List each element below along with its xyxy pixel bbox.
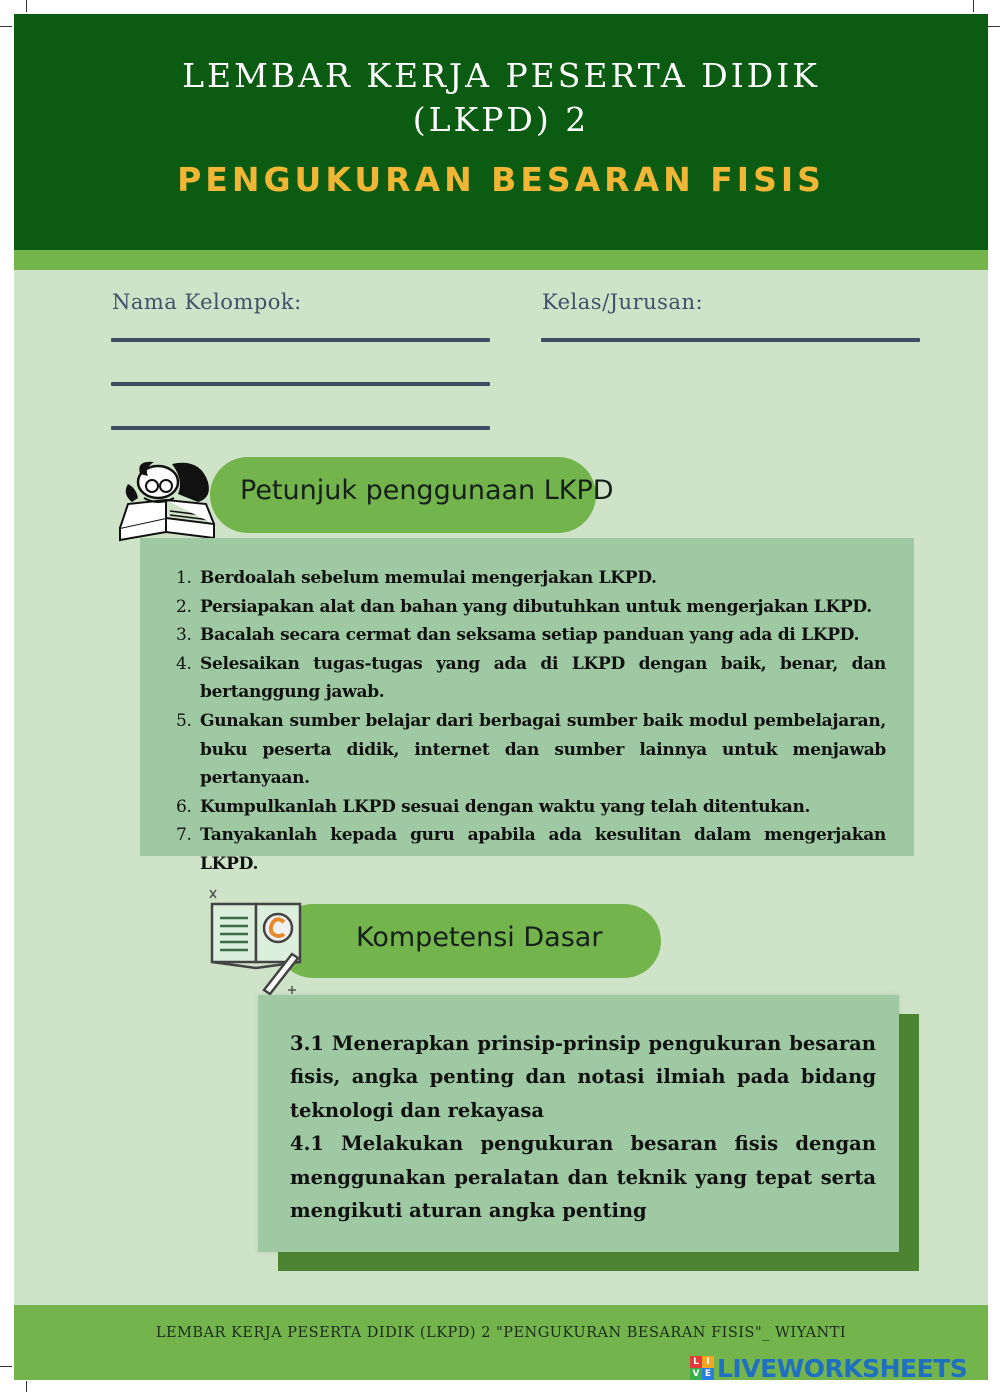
header-accent-strip — [14, 250, 988, 270]
list-item: 2. Persiapakan alat dan bahan yang dibutuhkan untuk mengerjakan LKPD. — [176, 596, 872, 617]
crop-mark — [988, 26, 1000, 27]
list-item: 1. Berdoalah sebelum memulai mengerjakan LKPD. — [176, 568, 657, 588]
group-name-line-3[interactable] — [111, 426, 490, 430]
competency-heading: Kompetensi Dasar — [356, 922, 603, 953]
instructions-heading: Petunjuk penggunaan LKPD — [240, 475, 614, 506]
liveworksheets-logo — [690, 1354, 967, 1382]
logo-badge-letter: E — [702, 1368, 714, 1380]
competency-text — [290, 1027, 876, 1227]
kd-3-1: 3.1 Menerapkan prinsip-prinsip pengukuran besaran fisis, angka penting dan notasi ilmiah pada bidang teknologi dan rekayasa — [290, 1032, 876, 1122]
group-name-line-2[interactable] — [111, 382, 490, 386]
worksheet-page — [14, 14, 988, 1380]
crop-mark — [26, 1381, 27, 1392]
header-banner — [14, 14, 988, 250]
reading-person-icon — [114, 454, 224, 542]
list-item: 6. Kumpulkanlah LKPD sesuai dengan waktu yang telah ditentukan. — [176, 796, 811, 817]
book-icon — [208, 888, 308, 996]
kd-4-1: 4.1 Melakukan pengukuran besaran fisis dengan menggunakan peralatan dan teknik yang tepat serta mengikuti aturan angka penting — [290, 1132, 876, 1223]
logo-badge — [690, 1356, 714, 1380]
crop-mark — [973, 0, 974, 12]
logo-wordmark: LIVEWORKSHEETS — [717, 1353, 968, 1383]
class-line[interactable] — [541, 338, 920, 342]
crop-mark — [0, 26, 12, 27]
title-line-1: LEMBAR KERJA PESERTA DIDIK — [182, 56, 820, 95]
logo-badge-letter: L — [690, 1356, 702, 1368]
list-item: 5. Gunakan sumber belajar dari berbagai sumber baik modul pembelajaran, buku peserta didik, internet dan sumber lainnya untuk menjawab pertanyaan. — [176, 710, 886, 789]
group-name-label: Nama Kelompok: — [112, 290, 302, 314]
footer-text: LEMBAR KERJA PESERTA DIDIK (LKPD) 2 "PENGUKURAN BESARAN FISIS"_ WIYANTI — [155, 1325, 847, 1341]
list-item: 7. Tanyakanlah kepada guru apabila ada kesulitan dalam mengerjakan LKPD. — [176, 825, 886, 874]
instructions-list — [164, 564, 886, 879]
subtitle: PENGUKURAN BESARAN FISIS — [177, 160, 825, 199]
list-item: 4. Selesaikan tugas-tugas yang ada di LKPD dengan baik, benar, dan bertanggung jawab. — [176, 653, 886, 703]
class-label: Kelas/Jurusan: — [542, 290, 704, 314]
crop-mark — [26, 0, 27, 12]
crop-mark — [0, 1366, 12, 1367]
list-item: 3. Bacalah secara cermat dan seksama setiap panduan yang ada di LKPD. — [176, 625, 860, 646]
group-name-line-1[interactable] — [111, 338, 490, 342]
title-line-2: (LKPD) 2 — [412, 100, 590, 139]
logo-badge-letter: V — [690, 1368, 702, 1380]
logo-badge-letter: I — [702, 1356, 714, 1368]
